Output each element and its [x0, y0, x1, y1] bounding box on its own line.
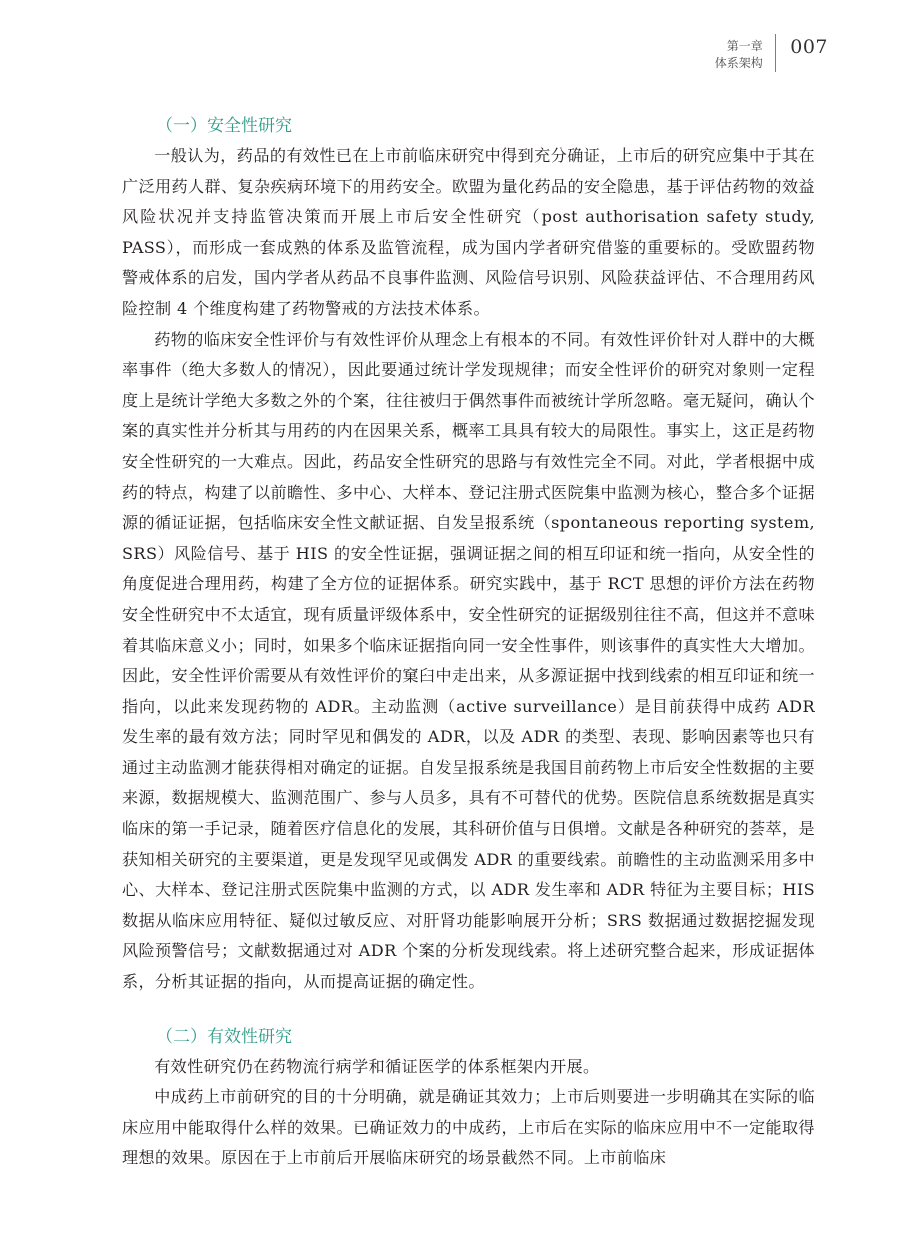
header-divider	[775, 34, 777, 72]
header-chapter-title: 体系架构	[714, 56, 763, 70]
section-heading-efficacy: （二）有效性研究	[156, 1026, 292, 1047]
paragraph: 有效性研究仍在药物流行病学和循证医学的体系框架内开展。	[154, 1056, 600, 1076]
running-header	[715, 34, 828, 72]
paragraph: 中成药上市前研究的目的十分明确，就是确证其效力；上市后则要进一步明确其在实际的临床应用中能取得什么样的效果。已确证效力的中成药，上市后在实际的临床应用中不一定能取得理想的效果。原因在于上市前后开展临床研究的场景截然不同。上市前临床	[122, 1087, 815, 1168]
header-chapter: 第一章	[726, 39, 763, 53]
page-number: 007	[790, 36, 828, 58]
paragraph: 一般认为，药品的有效性已在上市前临床研究中得到充分确证，上市后的研究应集中于其在广泛用药人群、复杂疾病环境下的用药安全。欧盟为量化药品的安全隐患，基于评估药物的效益风险状况并支持监管决策而开展上市后安全性研究（post authorisation safety study, PASS），而形成一套成熟的体系及监管流程，成为国内学者研究借鉴的重要标的。受欧盟药物警戒体系的启发，国内学者从药品不良事件监测、风险信号识别、风险获益评估、不合理用药风险控制 4 个维度构建了药物警戒的方法技术体系。	[122, 146, 815, 318]
page-body	[122, 111, 815, 1174]
paragraph: 药物的临床安全性评价与有效性评价从理念上有根本的不同。有效性评价针对人群中的大概率事件（绝大多数人的情况），因此要通过统计学发现规律；而安全性评价的研究对象则一定程度上是统计学绝大多数之外的个案，往往被归于偶然事件而被统计学所忽略。毫无疑问，确认个案的真实性并分析其与用药的内在因果关系，概率工具具有较大的局限性。事实上，这正是药物安全性研究的一大难点。因此，药品安全性研究的思路与有效性完全不同。对此，学者根据中成药的特点，构建了以前瞻性、多中心、大样本、登记注册式医院集中监测为核心，整合多个证据源的循证证据，包括临床安全性文献证据、自发呈报系统（spontaneous reporting system, SRS）风险信号、基于 HIS 的安全性证据，强调证据之间的相互印证和统一指向，从安全性的角度促进合理用药，构建了全方位的证据体系。研究实践中，基于 RCT 思想的评价方法在药物安全性研究中不太适宜，现有质量评级体系中，安全性研究的证据级别往往不高，但这并不意味着其临床意义小；同时，如果多个临床证据指向同一安全性事件，则该事件的真实性大大增加。因此，安全性评价需要从有效性评价的窠臼中走出来，从多源证据中找到线索的相互印证和统一指向，以此来发现药物的 ADR。主动监测（active surveillance）是目前获得中成药 ADR 发生率的最有效方法；同时罕见和偶发的 ADR，以及 ADR 的类型、表现、影响因素等也只有通过主动监测才能获得相对确定的证据。自发呈报系统是我国目前药物上市后安全性数据的主要来源，数据规模大、监测范围广、参与人员多，具有不可替代的优势。医院信息系统数据是真实临床的第一手记录，随着医疗信息化的发展，其科研价值与日俱增。文献是各种研究的荟萃，是获知相关研究的主要渠道，更是发现罕见或偶发 ADR 的重要线索。前瞻性的主动监测采用多中心、大样本、登记注册式医院集中监测的方式，以 ADR 发生率和 ADR 特征为主要目标；HIS 数据从临床应用特征、疑似过敏反应、对肝肾功能影响展开分析；SRS 数据通过数据挖掘发现风险预警信号；文献数据通过对 ADR 个案的分析发现线索。将上述研究整合起来，形成证据体系，分析其证据的指向，从而提高证据的确定性。	[122, 329, 815, 992]
header-chapter-block	[715, 34, 763, 72]
section-heading-safety: （一）安全性研究	[156, 116, 292, 136]
